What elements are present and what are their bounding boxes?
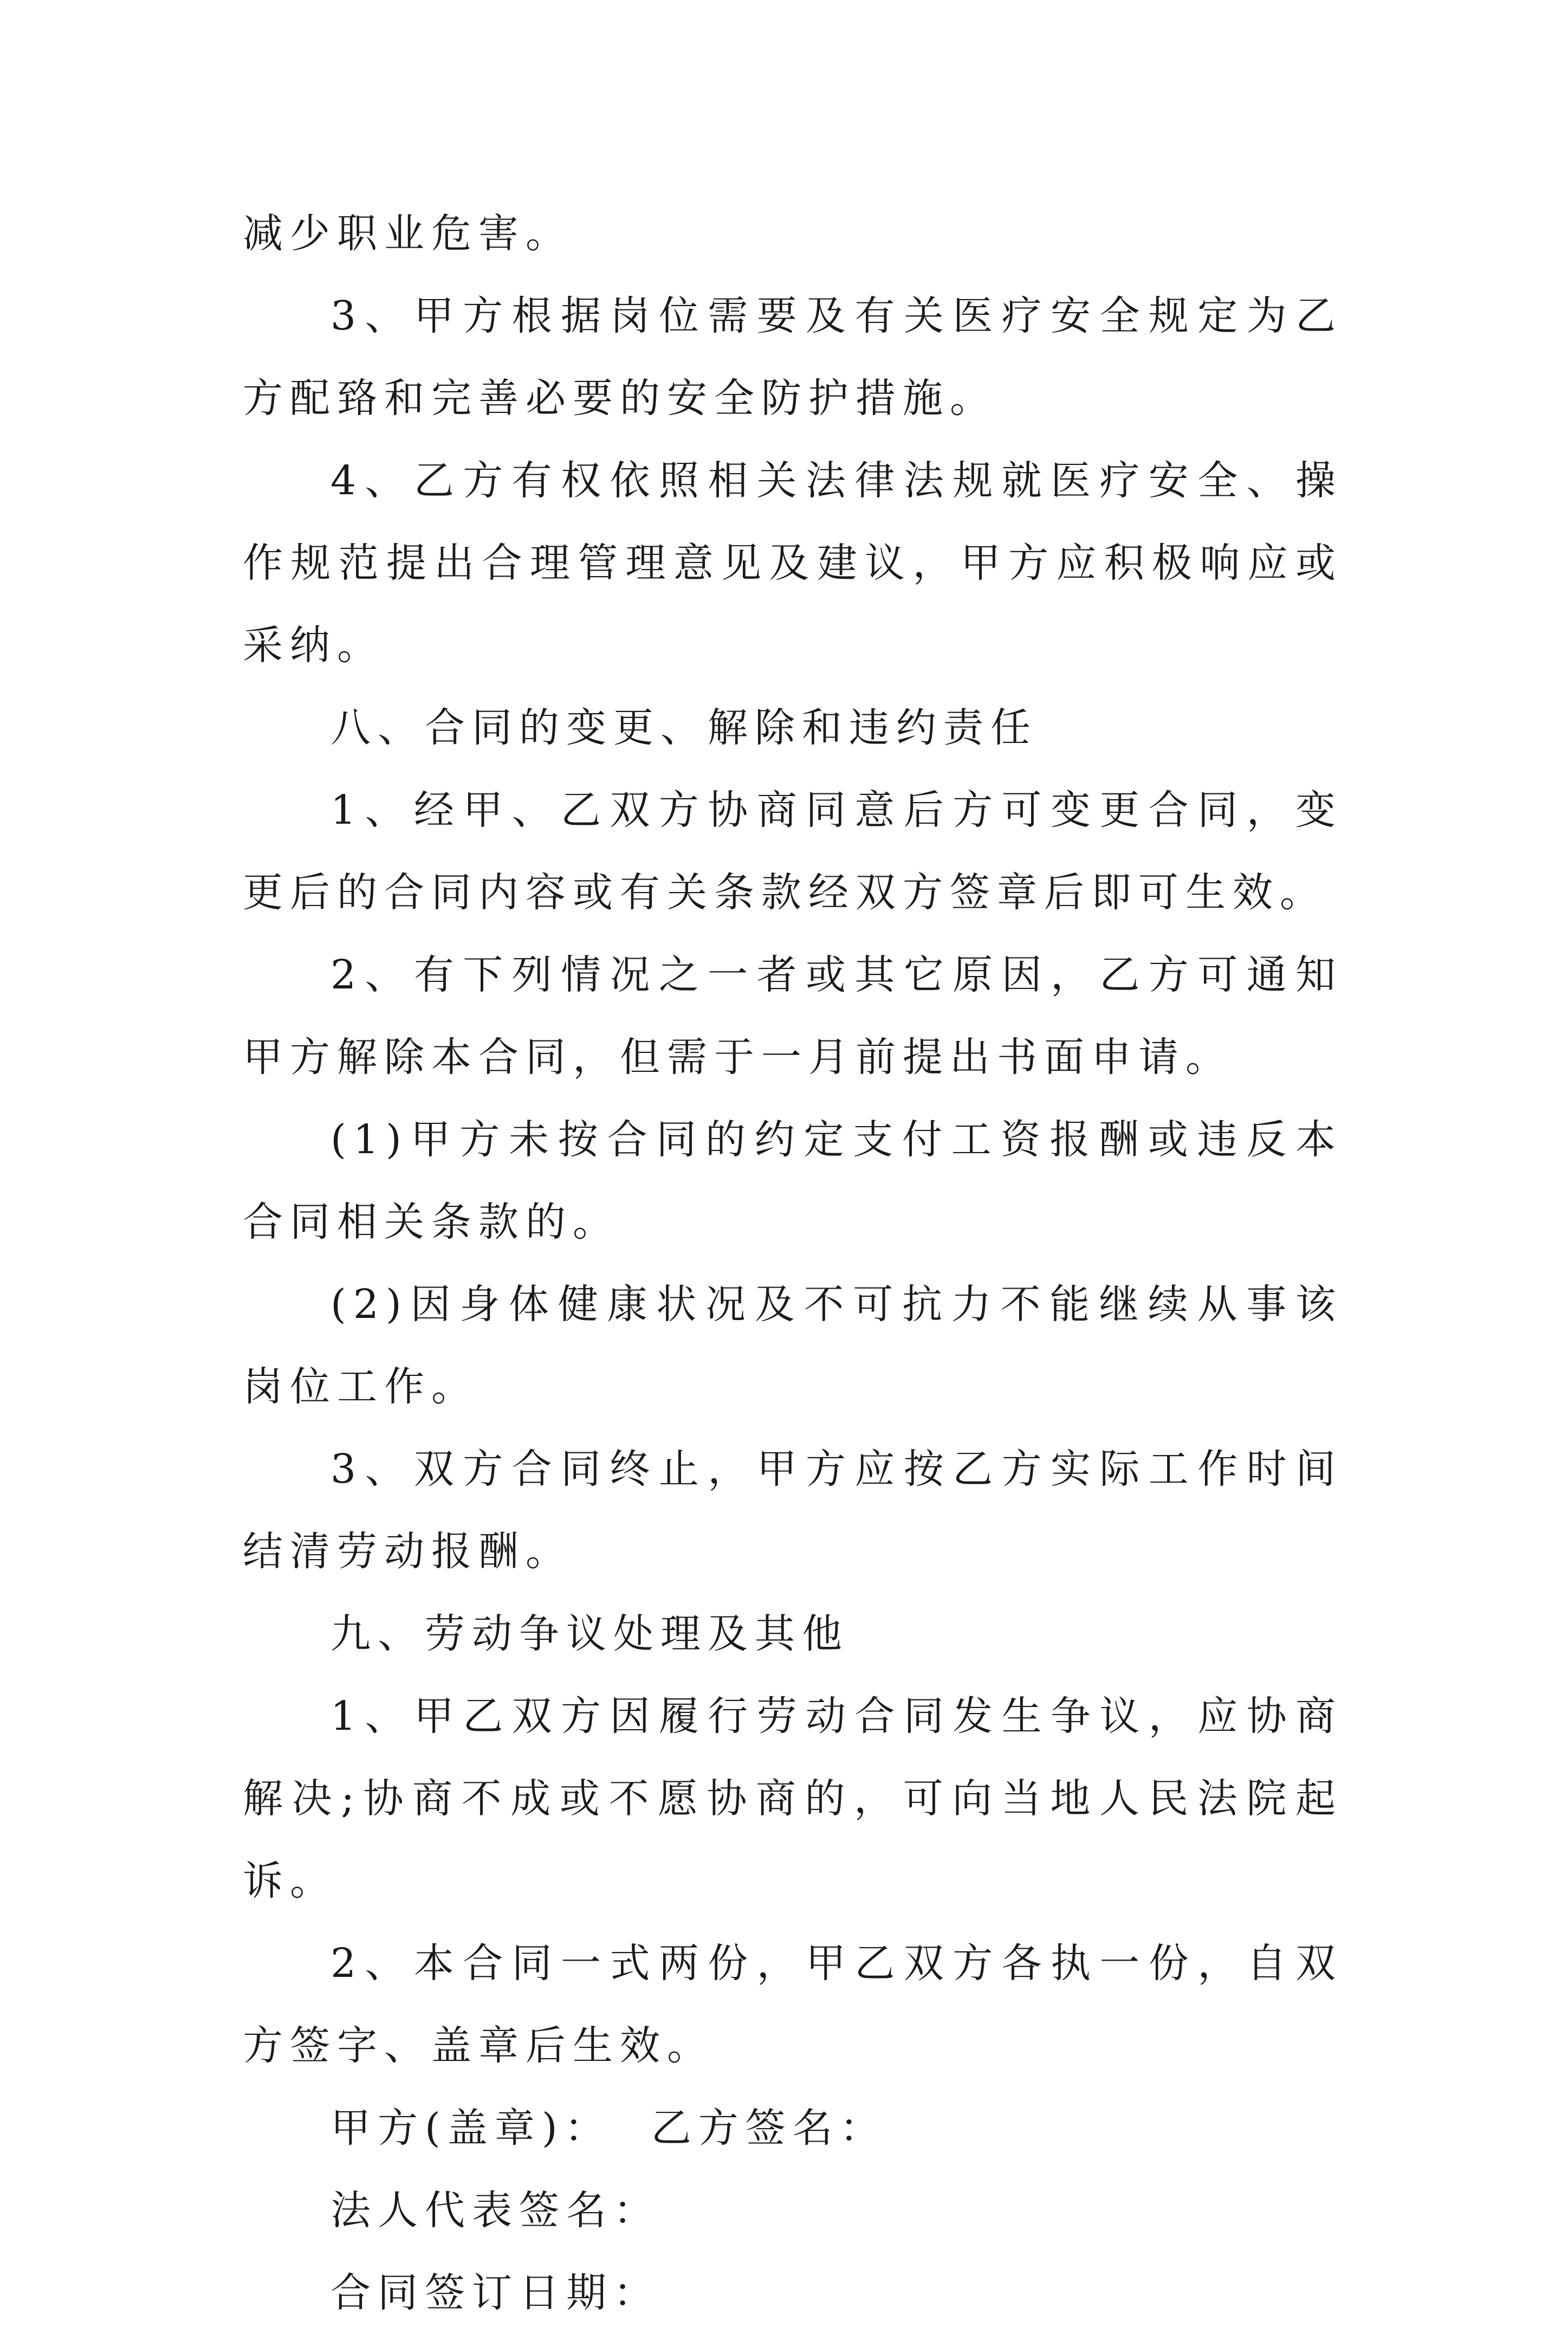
party-b-sign-label: 乙方签名： [651,2105,887,2151]
section-heading-8: 八、合同的变更、解除和违约责任 [331,704,1038,751]
signature-line-parties [243,2087,1343,2169]
legal-rep-sign-label: 法人代表签名： [331,2187,660,2234]
paragraph-9: 3、双方合同终止，甲方应按乙方实际工作时间结清劳动报酬。 [243,1446,1343,1575]
paragraph-8: (2)因身体健康状况及不可抗力不能继续从事该岗位工作。 [243,1281,1343,1410]
paragraph-3: 4、乙方有权依照相关法律法规就医疗安全、操作规范提出合理管理意见及建议，甲方应积极响应或采纳。 [243,457,1343,669]
paragraph-5: 1、经甲、乙双方协商同意后方可变更合同，变更后的合同内容或有关条款经双方签章后即可生效。 [243,787,1343,916]
paragraph-1: 减少职业危害。 [243,210,573,257]
paragraph-2: 3、甲方根据岗位需要及有关医疗安全规定为乙方配臵和完善必要的安全防护措施。 [243,293,1343,422]
document-body [243,192,1343,2334]
paragraph-12: 2、本合同一式两份，甲乙双方各执一份，自双方签字、盖章后生效。 [243,1940,1343,2069]
section-heading-9: 九、劳动争议处理及其他 [331,1611,849,1657]
paragraph-6: 2、有下列情况之一者或其它原因，乙方可通知甲方解除本合同，但需于一月前提出书面申请。 [243,952,1343,1081]
party-a-seal-label: 甲方(盖章)： [331,2105,612,2151]
paragraph-11: 1、甲乙双方因履行劳动合同发生争议，应协商解决;协商不成或不愿协商的，可向当地人民法院起诉。 [243,1693,1343,1904]
signature-gap [612,2105,651,2151]
paragraph-7: (1)甲方未按合同的约定支付工资报酬或违反本合同相关条款的。 [243,1116,1343,1245]
sign-date-label: 合同签订日期： [331,2270,660,2316]
